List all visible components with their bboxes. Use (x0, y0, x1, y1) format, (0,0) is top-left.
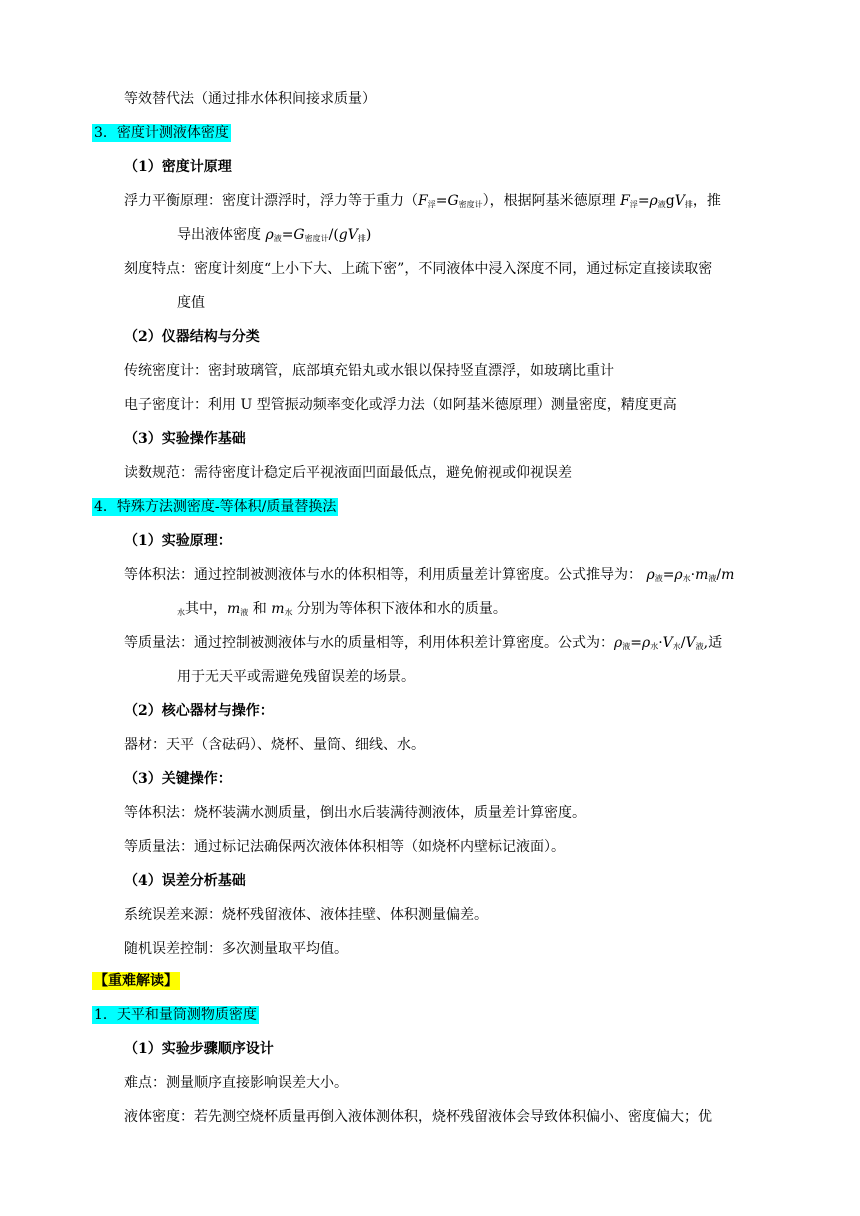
text-line: 等体积法：通过控制被测液体与水的体积相等，利用质量差计算密度。公式推导为： $\rho_液=\rho_水\cdot m_液/m$ (124, 567, 735, 583)
text-line: 难点：测量顺序直接影响误差大小。 (124, 1075, 348, 1091)
text-line: 用于无天平或需避免残留误差的场景。 (177, 669, 415, 685)
section-heading: 1．天平和量筒测物质密度 (94, 1007, 257, 1023)
text-line: 等体积法：烧杯装满水测质量，倒出水后装满待测液体，质量差计算密度。 (124, 805, 586, 821)
key-points-heading: 【重难解读】 (94, 973, 178, 989)
text-line: 电子密度计：利用 U 型管振动频率变化或浮力法（如阿基米德原理）测量密度，精度更高 (124, 397, 677, 413)
text-line: 等效替代法（通过排水体积间接求质量） (124, 91, 376, 107)
text-line: $_水$其中，$m_液$ 和 $m_水$ 分别为等体积下液体和水的质量。 (177, 601, 507, 617)
text-line: 导出液体密度 $\rho_液=G_{密度计}/(gV_排)$ (177, 227, 372, 243)
subsection-heading: （1）实验原理： (124, 533, 232, 549)
text-line: 系统误差来源：烧杯残留液体、液体挂壁、体积测量偏差。 (124, 907, 488, 923)
text-line: 浮力平衡原理：密度计漂浮时，浮力等于重力$(F_浮=G_{密度计})$，根据阿基米德原理 $F_浮=\rho_液gV_排$，推 (124, 193, 721, 209)
subsection-heading: （4）误差分析基础 (124, 873, 246, 889)
subsection-heading: （2）仪器结构与分类 (124, 329, 260, 345)
text-line: 传统密度计：密封玻璃管，底部填充铅丸或水银以保持竖直漂浮，如玻璃比重计 (124, 363, 614, 379)
text-line: 随机误差控制：多次测量取平均值。 (124, 941, 348, 957)
text-line: 等质量法：通过标记法确保两次液体体积相等（如烧杯内壁标记液面）。 (124, 839, 565, 855)
text-line: 等质量法：通过控制被测液体与水的质量相等，利用体积差计算密度。公式为：$\rho_液=\rho_水\cdot V_水/V_液$,适 (124, 635, 723, 651)
subsection-heading: （1）密度计原理 (124, 159, 232, 175)
subsection-heading: （1）实验步骤顺序设计 (124, 1041, 274, 1057)
subsection-heading: （3）实验操作基础 (124, 431, 246, 447)
text-line: 器材：天平（含砝码）、烧杯、量筒、细线、水。 (124, 737, 425, 753)
text-line: 度值 (177, 295, 205, 311)
text-line: 读数规范：需待密度计稳定后平视液面凹面最低点，避免俯视或仰视误差 (124, 465, 572, 481)
section-heading: 3．密度计测液体密度 (94, 125, 229, 141)
section-heading: 4．特殊方法测密度-等体积/质量替换法 (94, 499, 337, 515)
text-line: 液体密度：若先测空烧杯质量再倒入液体测体积，烧杯残留液体会导致体积偏小、密度偏大；优 (124, 1109, 712, 1125)
subsection-heading: （2）核心器材与操作： (124, 703, 274, 719)
subsection-heading: （3）关键操作： (124, 771, 232, 787)
text-line: 刻度特点：密度计刻度“上小下大、上疏下密”，不同液体中浸入深度不同，通过标定直接读取密 (124, 261, 713, 277)
